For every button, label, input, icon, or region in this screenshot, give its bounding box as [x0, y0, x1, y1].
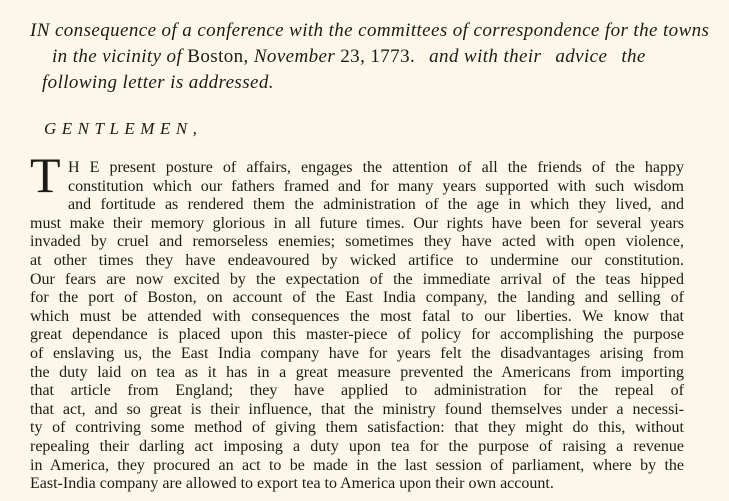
letter-line: that act, and so great is their influence, that the ministry found themselves under a necessi- [30, 400, 684, 418]
letter-line: H E present posture of affairs, engages the attention of all the friends of the happy [68, 159, 684, 176]
letter-line: at other times they have endeavoured by wicked artifice to undermine our constitution. [30, 251, 684, 269]
heading-line-3: following letter is addressed. [42, 72, 274, 93]
letter-line: great dependance is placed upon this master-piece of policy for accomplishing the purpose [30, 326, 684, 344]
heading-text-cont: and with their [429, 46, 542, 67]
letter-line: in America, they procured an act to be made in the last session of parliament, where by the [30, 456, 684, 474]
letter-line: ty of contriving some method of giving them satisfaction: that they might do this, without [30, 419, 684, 437]
drop-cap: T [30, 147, 61, 203]
letter-line: East-India company are allowed to export tea to America upon their own account. [30, 475, 554, 493]
heading-place: Boston, [187, 46, 254, 67]
letter-line: that article from England; they have applied to administration for the repeal of [30, 382, 684, 400]
letter-line: repealing their darling act imposing a duty upon tea for the purpose of raising a revenue [30, 437, 684, 455]
heading-line-2 [30, 44, 710, 70]
document-heading [30, 18, 710, 96]
heading-month: November [253, 46, 341, 67]
letter-line: Our fears are now excited by the expectation of the immediate arrival of the teas hipped [30, 270, 684, 288]
letter-body [30, 159, 684, 494]
letter-line: for the port of Boston, on account of the East India company, the landing and selling of [30, 289, 684, 307]
letter-line: invaded by cruel and remorseless enemies; sometimes they have acted with open violence, [30, 233, 684, 251]
heading-date: 23, 1773. [340, 46, 416, 67]
letter-line: must make their memory glorious in all future times. Our rights have been for several years [30, 214, 684, 232]
letter-line: constitution which our fathers framed and for many years supported with such wisdom [68, 177, 684, 195]
heading-text: in the vicinity of [52, 46, 188, 67]
letter-line: of enslaving us, the East India company have for years felt the disadvantages arising from [30, 344, 684, 362]
heading-text-the: the [621, 46, 646, 67]
heading-line-1: IN consequence of a conference with the committees of correspondence for the towns [30, 20, 710, 41]
letter-line: which must be attended with consequences the most fatal to our liberties. We know that [30, 307, 684, 325]
heading-text-advice: advice [555, 46, 608, 67]
salutation: GENTLEMEN, [44, 119, 203, 138]
letter-line: and fortitude as rendered them the administration of the age in which they lived, and [68, 196, 684, 214]
letter-line: the duty laid on tea as it has in a great measure prevented the Americans from importing [30, 363, 684, 381]
